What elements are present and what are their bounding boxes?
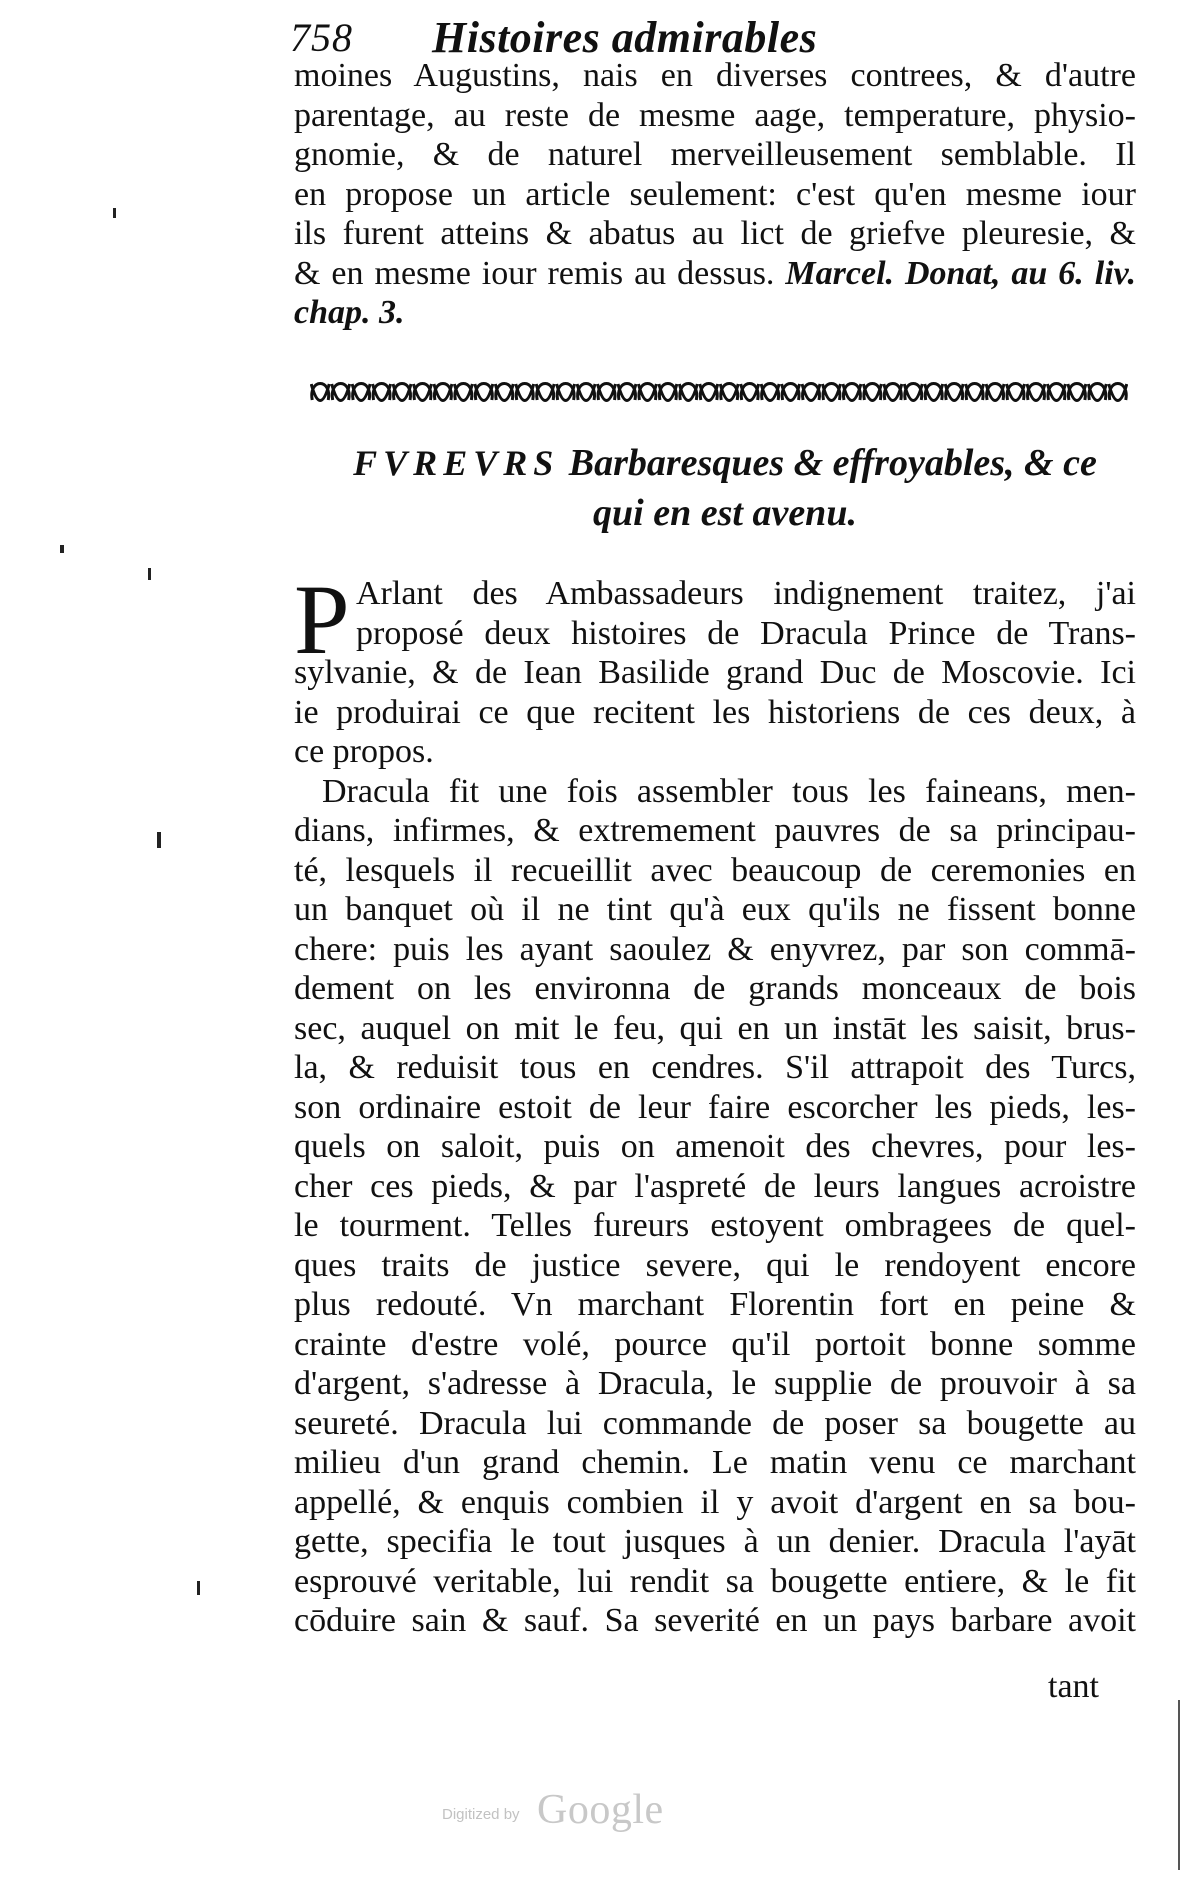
- text-line: sylvanie, & de Iean Basilide grand Duc de Moscovie. Ici: [294, 654, 1136, 691]
- ornament-knot: [311, 384, 329, 401]
- text-line: en propose un article seulement: c'est qu'en mesme iour: [294, 175, 1136, 213]
- text-line: sec, auquel on mit le feu, qui en un instāt les saisit, brus-: [294, 1009, 1136, 1047]
- ornament-knot: [516, 384, 534, 401]
- ornament-knot: [373, 384, 391, 401]
- ornament-knot: [393, 384, 411, 401]
- ornament-knot: [904, 384, 922, 401]
- ornament-knot: [434, 384, 452, 401]
- margin-speck: [148, 568, 151, 580]
- ornament-knot: [475, 384, 493, 401]
- ornament-knot: [495, 384, 513, 401]
- ornament-knot: [659, 384, 677, 401]
- text-line: un banquet où il ne tint qu'à eux qu'ils ne fissent bonne: [294, 891, 1136, 928]
- ornament-knot: [843, 384, 861, 401]
- ornament-knot: [945, 384, 963, 401]
- ornament-knot: [925, 384, 943, 401]
- text-line: dement on les environna de grands monceaux de bois: [294, 970, 1136, 1007]
- ornament-knot: [782, 384, 800, 401]
- text-line: quels on saloit, puis on amenoit des chevres, pour les-: [294, 1128, 1136, 1165]
- citation-continued: chap. 3.: [294, 294, 405, 331]
- text-line: d'argent, s'adresse à Dracula, le supplie de prouvoir à sa: [294, 1365, 1136, 1402]
- text-line: proposé deux histoires de Dracula Prince de Trans-: [356, 614, 1136, 652]
- ornament-knot: [761, 384, 779, 401]
- body-text: [294, 564, 1136, 1641]
- text-line: Dracula fit une fois assembler tous les faineans, men-: [322, 772, 1136, 810]
- watermark-brand: Google: [537, 1787, 664, 1833]
- page-number: 758: [290, 15, 353, 60]
- text-line: gette, specifia le tout jusques à un denier. Dracula l'ayāt: [294, 1523, 1136, 1560]
- ornament-knot: [413, 384, 431, 401]
- page-edge-line: [1178, 1700, 1180, 1870]
- text-line: ce propos.: [294, 733, 434, 770]
- text-line: crainte d'estre volé, pource qu'il portoit bonne somme: [294, 1325, 1136, 1363]
- text-line: son ordinaire estoit de leur faire escorcher les pieds, les-: [294, 1088, 1136, 1126]
- ornament-knot: [598, 384, 616, 401]
- ornament-knot: [1007, 384, 1025, 401]
- drop-cap: P: [294, 564, 350, 675]
- ornament-knot: [618, 384, 636, 401]
- text-line-with-citation: [294, 254, 1136, 294]
- ornament-knot: [332, 384, 350, 401]
- margin-speck: [60, 545, 64, 553]
- catchword: tant: [1048, 1668, 1099, 1705]
- ornament-knot: [720, 384, 738, 401]
- text-line: seureté. Dracula lui commande de poser sa bougette au: [294, 1404, 1136, 1442]
- text-line: gnomie, & de naturel merveilleusement semblable. Il: [294, 136, 1136, 173]
- top-paragraph: [294, 56, 1136, 333]
- ornament-knot: [1047, 384, 1065, 401]
- ornament-knot: [884, 384, 902, 401]
- text-line: dians, infirmes, & extremement pauvres de sa principau-: [294, 812, 1136, 849]
- ornament-knot: [741, 384, 759, 401]
- citation: Marcel. Donat, au 6. liv.: [785, 254, 1136, 292]
- text-line: parentage, au reste de mesme aage, temperature, physio-: [294, 96, 1136, 134]
- ornament-knot: [1088, 384, 1106, 401]
- ornament-knot: [352, 384, 370, 401]
- ornament-knot: [536, 384, 554, 401]
- ornament-knot: [454, 384, 472, 401]
- ornament-knot: [986, 384, 1004, 401]
- heading-caps: FVREVRS: [353, 443, 560, 483]
- watermark-prefix: Digitized by: [442, 1806, 520, 1823]
- digitized-watermark: [442, 1786, 702, 1836]
- ornament-knot: [822, 384, 840, 401]
- text-line: ils furent atteins & abatus au lict de griefve pleuresie, &: [294, 215, 1136, 252]
- text-segment: & en mesme iour remis au dessus.: [294, 254, 775, 292]
- text-line: le tourment. Telles fureurs estoyent ombragees de quel-: [294, 1207, 1136, 1244]
- ornament-knot: [1068, 384, 1086, 401]
- heading-line-1: [300, 438, 1150, 488]
- ornament-knot: [679, 384, 697, 401]
- text-line: té, lesquels il recueillit avec beaucoup de ceremonies en: [294, 851, 1136, 889]
- ornament-knot: [577, 384, 595, 401]
- ornament-knot: [638, 384, 656, 401]
- text-line: la, & reduisit tous en cendres. S'il attrapoit des Turcs,: [294, 1049, 1136, 1086]
- text-line: cōduire sain & sauf. Sa severité en un pays barbare avoit: [294, 1602, 1136, 1639]
- ornament-knot: [557, 384, 575, 401]
- text-line: ques traits de justice severe, qui le rendoyent encore: [294, 1246, 1136, 1284]
- text-line: milieu d'un grand chemin. Le matin venu ce marchant: [294, 1444, 1136, 1481]
- section-heading: [300, 438, 1150, 538]
- text-line: cher ces pieds, & par l'aspreté de leurs langues acroistre: [294, 1167, 1136, 1205]
- ornament-knot: [1109, 384, 1127, 401]
- text-line: moines Augustins, nais en diverses contrees, & d'autre: [294, 57, 1136, 94]
- ornament-knot: [700, 384, 718, 401]
- ornament-knot: [863, 384, 881, 401]
- running-title: Histoires admirables: [432, 13, 818, 62]
- ornamental-border: [310, 370, 1128, 412]
- ornament-knot: [802, 384, 820, 401]
- margin-speck: [113, 208, 116, 218]
- text-line: Arlant des Ambassadeurs indignement traitez, j'ai: [356, 575, 1136, 612]
- text-line: esprouvé veritable, lui rendit sa bougette entiere, & le fit: [294, 1562, 1136, 1600]
- ornament-knot: [966, 384, 984, 401]
- text-line: chere: puis les ayant saoulez & enyvrez, par son commā-: [294, 930, 1136, 968]
- heading-rest: Barbaresques & effroyables, & ce: [568, 442, 1097, 484]
- margin-speck: [197, 1581, 200, 1595]
- ornament-knot: [1027, 384, 1045, 401]
- text-line: ie produirai ce que recitent les historiens de ces deux, à: [294, 693, 1136, 731]
- heading-line-2: qui en est avenu.: [593, 492, 857, 534]
- text-line: plus redouté. Vn marchant Florentin fort en peine &: [294, 1286, 1136, 1323]
- margin-speck: [157, 832, 161, 848]
- text-line: appellé, & enquis combien il y avoit d'argent en sa bou-: [294, 1483, 1136, 1521]
